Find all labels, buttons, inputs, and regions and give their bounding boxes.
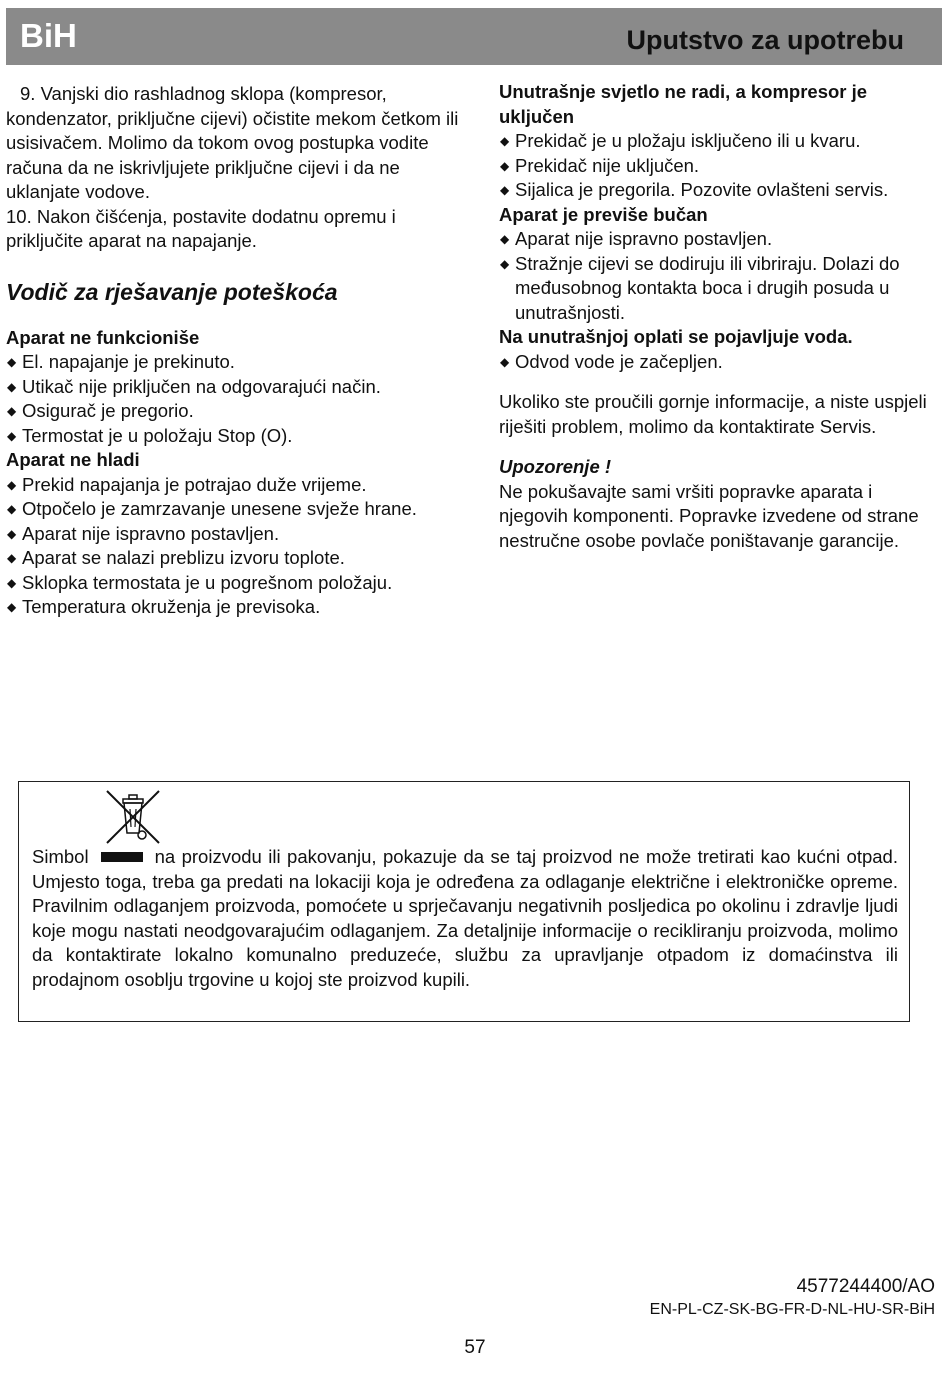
list-noisy xyxy=(499,227,939,325)
diamond-bullet-icon: ◆ xyxy=(500,232,510,246)
group-heading-not-working: Aparat ne funkcioniše xyxy=(6,326,200,348)
warning-text: Ne pokušavajte sami vršiti popravke aparata i njegovih komponenti. Popravke izvedene od strane nestručne osobe povlače poništavanje garancije. xyxy=(499,480,919,551)
diamond-bullet-icon: ◆ xyxy=(7,379,17,394)
document-code: 4577244400/AO xyxy=(796,1276,935,1297)
list-item: ◆ Aparat nije ispravno postavljen. xyxy=(499,227,939,252)
list-item: ◆ El. napajanje je prekinuto. xyxy=(6,350,461,375)
diamond-bullet-icon: ◆ xyxy=(7,575,17,590)
list-item: ◆ Sijalica je pregorila. Pozovite ovlašteni servis. xyxy=(499,178,939,203)
list-item: ◆ Utikač nije priključen na odgovarajući način. xyxy=(6,375,461,400)
intro-step-10: 10. Nakon čišćenja, postavite dodatnu opremu i priključite aparat na napajanje. xyxy=(6,205,396,251)
list-item: ◆ Temperatura okruženja je previsoka. xyxy=(6,595,461,620)
list-item: ◆ Aparat se nalazi preblizu izvoru toplote. xyxy=(6,546,461,571)
list-not-working xyxy=(6,350,461,448)
diamond-bullet-icon: ◆ xyxy=(7,477,17,492)
right-column xyxy=(499,80,939,553)
diamond-bullet-icon: ◆ xyxy=(7,526,17,541)
intro-step-9: 9. Vanjski dio rashladnog sklopa (kompresor, kondenzator, priključne cijevi) očistite mekom četkom ili usisivačem. Molimo da tokom ovog postupka vodite računa da ne iskrivljujete priključne cijevi i da ne uklanjate vodove. xyxy=(6,83,459,202)
page-header xyxy=(6,8,942,65)
troubleshooting-title: Vodič za rješavanje poteškoća xyxy=(6,278,338,305)
list-item: ◆ Prekidač je u pložaju isključeno ili u kvaru. xyxy=(499,129,939,154)
diamond-bullet-icon: ◆ xyxy=(7,428,17,443)
list-item: ◆ Stražnje cijevi se dodiruju ili vibriraju. Dolazi do međusobnog kontakta boca i drugih posuda u unutrašnjosti. xyxy=(500,252,900,323)
list-item: ◆ Prekidač nije uključen. xyxy=(499,154,939,179)
list-item: ◆ Odvod vode je začepljen. xyxy=(499,350,939,375)
diamond-bullet-icon: ◆ xyxy=(7,502,17,516)
disposal-body: na proizvodu ili pakovanju, pokazuje da se taj proizvod ne može tretirati kao kućni otpad. Umjesto toga, treba ga predati na lokaciji koja je određena za odlaganje električne i elektroničke opreme. Pravilnim odlaganjem proizvoda, pomoćete u sprječavanju negativnih posljedica po okolinu i zdravlje ljudi koje mogu nastati neodgovarajućim odlaganjem. Za detaljnije informacije o recikliranju proizvoda, molimo da kontaktirate lokalno komunalno preduzeće, službu za upravljanje otpadom iz domaćinstva ili prodajnom osoblju trgovine u kojoj ste proizvod kupili. xyxy=(32,846,898,990)
list-light xyxy=(499,129,939,203)
manual-title: Uputstvo za upotrebu xyxy=(626,25,904,55)
group-heading-water: Na unutrašnjoj oplati se pojavljuje voda. xyxy=(499,326,853,347)
diamond-bullet-icon: ◆ xyxy=(500,158,510,173)
warning-title: Upozorenje ! xyxy=(499,456,612,477)
left-column xyxy=(6,82,461,620)
language-list: EN-PL-CZ-SK-BG-FR-D-NL-HU-SR-BiH xyxy=(649,1301,935,1318)
spacer xyxy=(499,374,939,390)
list-item: ◆ Aparat nije ispravno postavljen. xyxy=(6,522,461,547)
disposal-lead: Simbol xyxy=(32,846,89,867)
list-item: ◆ Otpočelo je zamrzavanje unesene svježe hrane. xyxy=(6,497,461,522)
list-item: ◆ Prekid napajanja je potrajao duže vrijeme. xyxy=(6,473,461,498)
group-heading-not-cooling: Aparat ne hladi xyxy=(6,449,140,470)
diamond-bullet-icon: ◆ xyxy=(500,256,510,271)
diamond-bullet-icon: ◆ xyxy=(500,183,510,197)
group-heading-light: Unutrašnje svjetlo ne radi, a kompresor je uključen xyxy=(499,81,868,127)
disposal-notice-box xyxy=(18,781,910,1022)
list-water xyxy=(499,350,939,375)
list-item: ◆ Termostat je u položaju Stop (O). xyxy=(6,424,461,449)
service-note: Ukoliko ste proučili gornje informacije, a niste uspjeli riješiti problem, molimo da kontaktirate Servis. xyxy=(499,391,927,437)
group-heading-noisy: Aparat je previše bučan xyxy=(499,203,708,225)
list-not-cooling xyxy=(6,473,461,620)
diamond-bullet-icon: ◆ xyxy=(7,404,17,418)
spacer xyxy=(499,439,939,455)
list-item: ◆ Osigurač je pregorio. xyxy=(6,399,461,424)
diamond-bullet-icon: ◆ xyxy=(7,551,17,565)
diamond-bullet-icon: ◆ xyxy=(7,600,17,614)
language-label: BiH xyxy=(20,17,77,54)
diamond-bullet-icon: ◆ xyxy=(500,354,510,369)
diamond-bullet-icon: ◆ xyxy=(500,134,510,148)
crossed-out-wheelie-bin-icon xyxy=(105,789,161,845)
page-number: 57 xyxy=(464,1337,486,1358)
diamond-bullet-icon: ◆ xyxy=(7,355,17,369)
black-bar-symbol-icon xyxy=(101,852,143,862)
list-item: ◆ Sklopka termostata je u pogrešnom položaju. xyxy=(6,571,461,596)
disposal-text xyxy=(32,845,898,992)
